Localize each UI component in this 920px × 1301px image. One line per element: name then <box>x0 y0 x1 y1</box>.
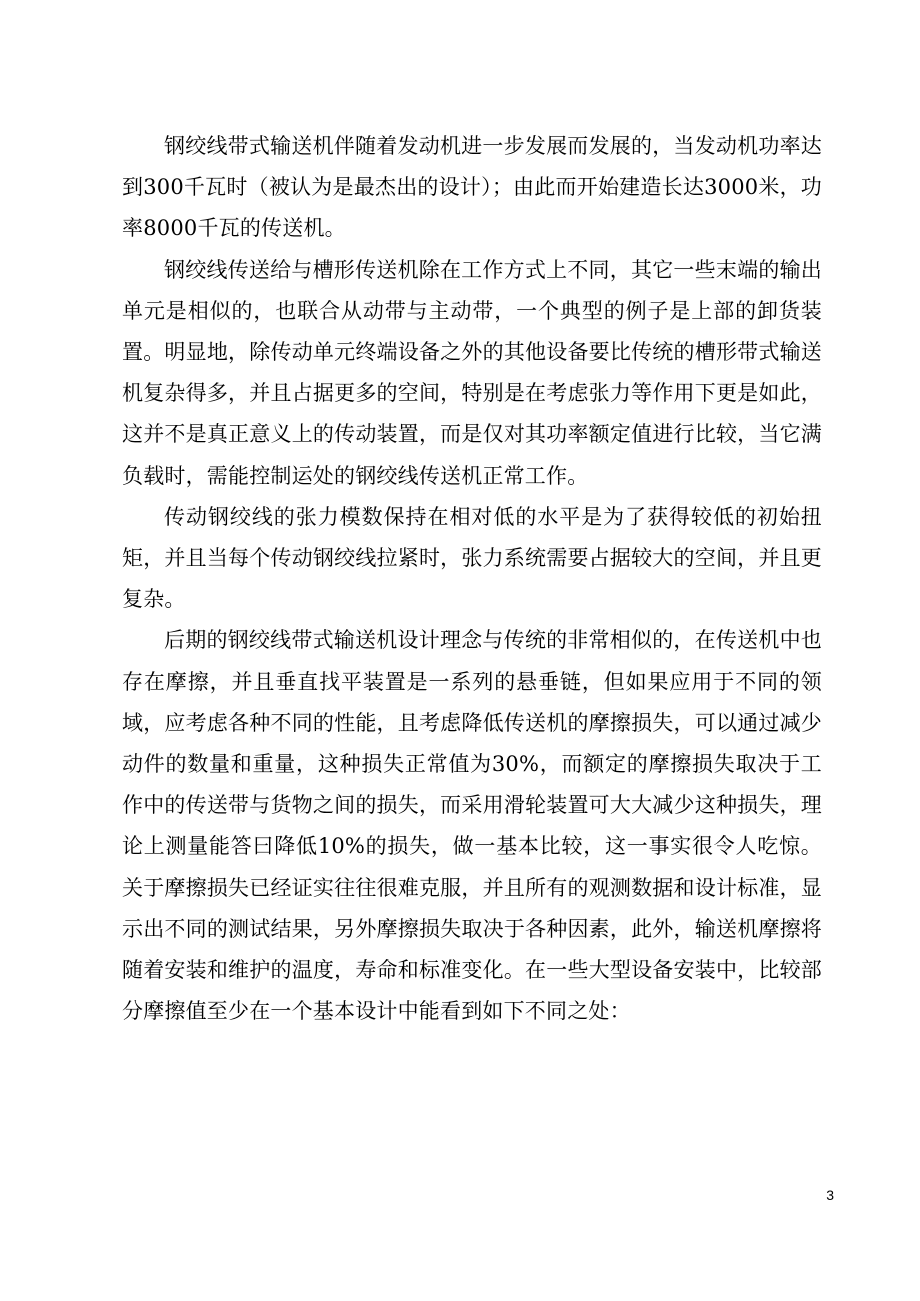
paragraph-4: 后期的钢绞线带式输送机设计理念与传统的非常相似的，在传送机中也存在摩擦，并且垂直找平装置是一系列的悬垂链，但如果应用于不同的领域，应考虑各种不同的性能，且考虑降低传送机的摩擦损失，可以通过减少动件的数量和重量，这种损失正常值为30%，而额定的摩擦损失取决于工作中的传送带与货物之间的损失，而采用滑轮装置可大大减少这种损失，理论上测量能答曰降低10%的损失，做一基本比较，这一事实很令人吃惊。关于摩擦损失已经证实往往很难克服，并且所有的观测数据和设计标准，显示出不同的测试结果，另外摩擦损失取决于各种因素，此外，输送机摩擦将随着安装和维护的温度，寿命和标准变化。在一些大型设备安装中，比较部分摩擦值至少在一个基本设计中能看到如下不同之处： <box>122 628 822 1024</box>
page-number: 3 <box>826 1187 834 1203</box>
paragraph-3: 传动钢绞线的张力模数保持在相对低的水平是为了获得较低的初始扭矩，并且当每个传动钢绞线拉紧时，张力系统需要占据较大的空间，并且更复杂。 <box>122 504 822 612</box>
body-text <box>122 126 822 1032</box>
paragraph-1: 钢绞线带式输送机伴随着发动机进一步发展而发展的，当发动机功率达到300千瓦时（被认为是最杰出的设计）；由此而开始建造长达3000米，功率8000千瓦的传送机。 <box>122 134 822 241</box>
paragraph-2: 钢绞线传送给与槽形传送机除在工作方式上不同，其它一些末端的输出单元是相似的，也联合从动带与主动带，一个典型的例子是上部的卸货装置。明显地，除传动单元终端设备之外的其他设备要比传统的槽形带式输送机复杂得多，并且占据更多的空间，特别是在考虑张力等作用下更是如此，这并不是真正意义上的传动装置，而是仅对其功率额定值进行比较，当它满负载时，需能控制运处的钢绞线传送机正常工作。 <box>122 257 822 488</box>
